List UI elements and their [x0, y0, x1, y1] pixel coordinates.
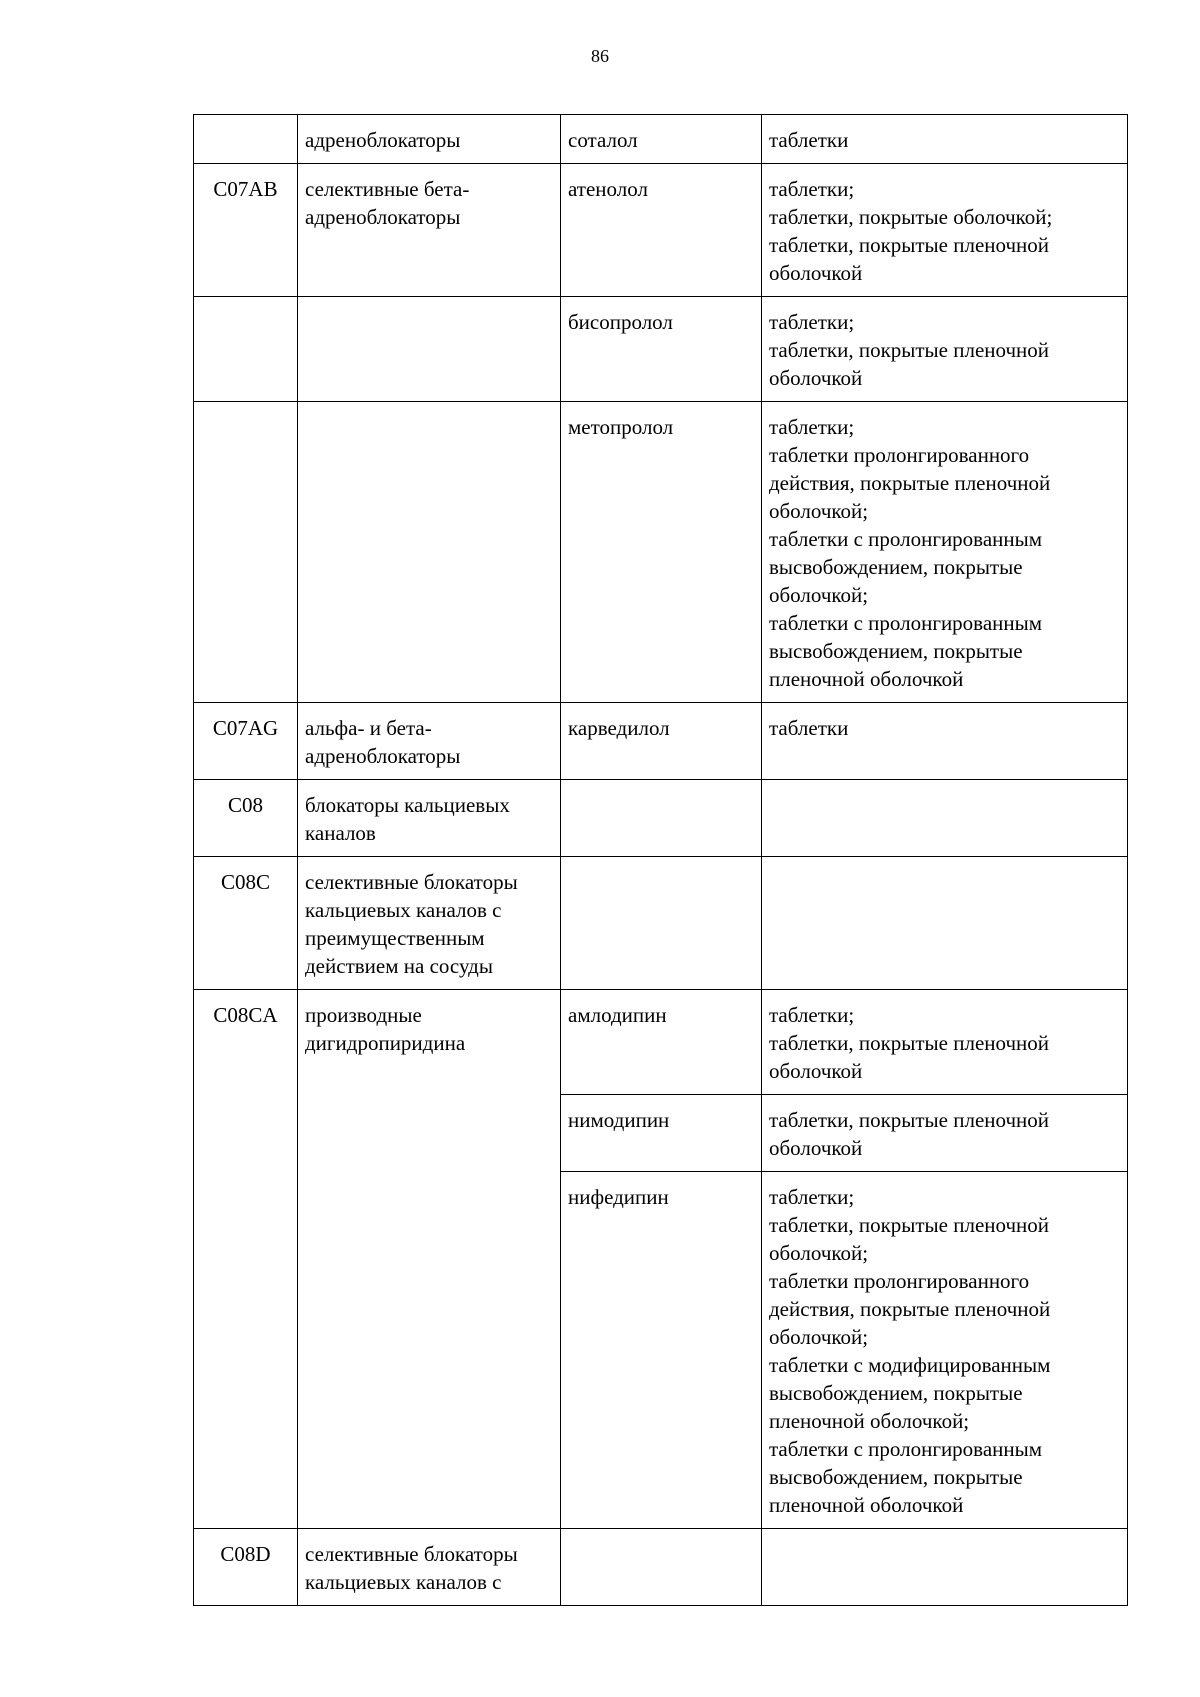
atc-code-cell: C07AG [194, 703, 298, 780]
group-cell: адреноблокаторы [298, 115, 561, 164]
forms-cell [762, 1172, 1128, 1529]
group-cell: селективные блокаторы кальциевых каналов с преимущественным действием на сосуды [298, 857, 561, 990]
group-cell: селективные бета-адреноблокаторы [298, 164, 561, 297]
drug-cell: атенолол [561, 164, 762, 297]
forms-cell [762, 1095, 1128, 1172]
group-cell: производные дигидропиридина [298, 990, 561, 1529]
drug-cell [561, 780, 762, 857]
form-line: таблетки [769, 128, 849, 152]
group-cell: блокаторы кальциевых каналов [298, 780, 561, 857]
atc-code-cell [194, 115, 298, 164]
table-row [194, 780, 1128, 857]
atc-code-cell: C08 [194, 780, 298, 857]
form-line: таблетки, покрытые пленочной оболочкой [769, 233, 1050, 285]
atc-code-cell [194, 297, 298, 402]
drug-cell: амлодипин [561, 990, 762, 1095]
drug-cell: нифедипин [561, 1172, 762, 1529]
forms-cell [762, 402, 1128, 703]
form-line: таблетки, покрытые пленочной оболочкой [769, 1031, 1050, 1083]
form-line: таблетки, покрытые пленочной оболочкой; [769, 1213, 1050, 1265]
form-line: таблетки с пролонгированным высвобождением, покрытые пленочной оболочкой [769, 611, 1043, 691]
forms-cell [762, 990, 1128, 1095]
form-line: таблетки с модифицированным высвобождением, покрытые пленочной оболочкой; [769, 1353, 1051, 1433]
form-line: таблетки; [769, 1185, 855, 1209]
form-line: таблетки пролонгированного действия, покрытые пленочной оболочкой; [769, 443, 1051, 523]
atc-code-cell: C08CA [194, 990, 298, 1529]
forms-cell [762, 164, 1128, 297]
forms-cell [762, 780, 1128, 857]
atc-code-cell: C08D [194, 1529, 298, 1606]
table-row [194, 857, 1128, 990]
table-row [194, 164, 1128, 297]
form-line: таблетки; [769, 310, 855, 334]
form-line: таблетки, покрытые пленочной оболочкой [769, 1108, 1050, 1160]
group-cell: селективные блокаторы кальциевых каналов с [298, 1529, 561, 1606]
table-row [194, 703, 1128, 780]
form-line: таблетки [769, 716, 849, 740]
table-row [194, 1529, 1128, 1606]
drug-cell: метопролол [561, 402, 762, 703]
table-row [194, 990, 1128, 1095]
form-line: таблетки с пролонгированным высвобождением, покрытые пленочной оболочкой [769, 1437, 1043, 1517]
form-line: таблетки, покрытые пленочной оболочкой [769, 338, 1050, 390]
drug-cell [561, 857, 762, 990]
group-cell: альфа- и бета-адреноблокаторы [298, 703, 561, 780]
atc-code-cell: C08C [194, 857, 298, 990]
drug-cell [561, 1529, 762, 1606]
drug-cell: нимодипин [561, 1095, 762, 1172]
drug-cell: соталол [561, 115, 762, 164]
drug-cell: карведилол [561, 703, 762, 780]
form-line: таблетки; [769, 177, 855, 201]
table-row [194, 297, 1128, 402]
forms-cell [762, 703, 1128, 780]
group-cell [298, 297, 561, 402]
forms-cell [762, 115, 1128, 164]
form-line: таблетки; [769, 415, 855, 439]
atc-drug-table [193, 114, 1128, 1606]
form-line: таблетки пролонгированного действия, покрытые пленочной оболочкой; [769, 1269, 1051, 1349]
forms-cell [762, 1529, 1128, 1606]
form-line: таблетки, покрытые оболочкой; [769, 205, 1053, 229]
form-line: таблетки; [769, 1003, 855, 1027]
atc-code-cell: C07AB [194, 164, 298, 297]
table-row [194, 402, 1128, 703]
table-row [194, 115, 1128, 164]
group-cell [298, 402, 561, 703]
forms-cell [762, 857, 1128, 990]
atc-code-cell [194, 402, 298, 703]
forms-cell [762, 297, 1128, 402]
page-number: 86 [591, 46, 609, 66]
form-line: таблетки с пролонгированным высвобождением, покрытые оболочкой; [769, 527, 1043, 607]
drug-cell: бисопролол [561, 297, 762, 402]
